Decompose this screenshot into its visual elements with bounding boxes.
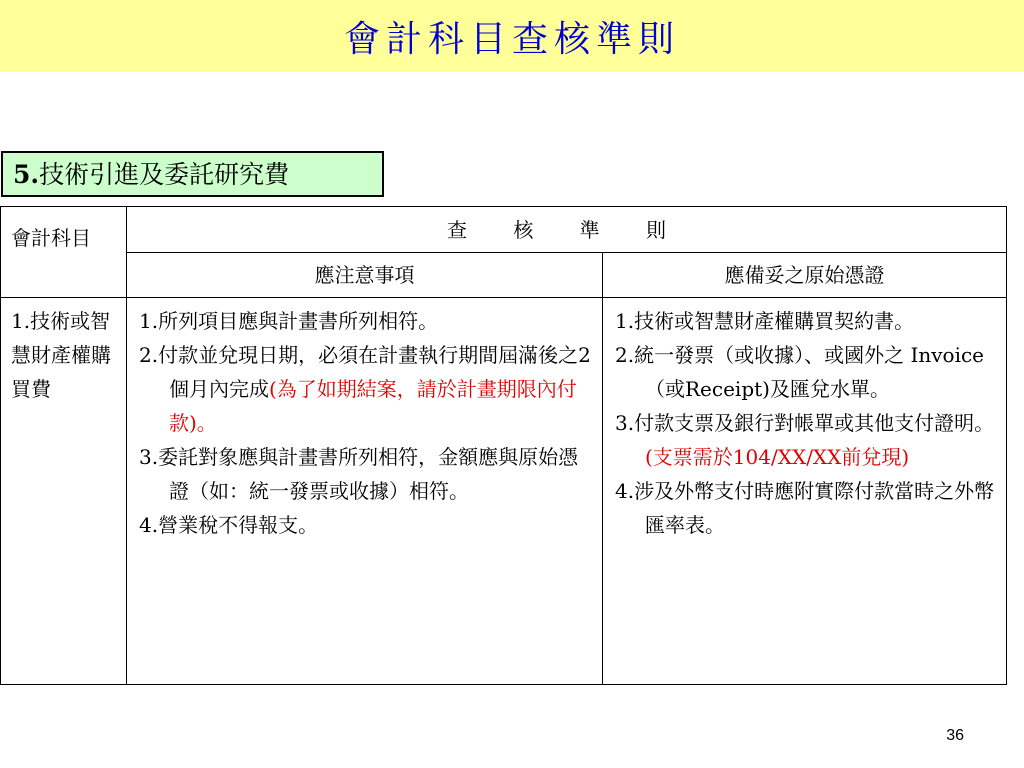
header-account: 會計科目: [1, 207, 127, 298]
notes-list: [139, 304, 594, 542]
header-docs: 應備妥之原始憑證: [603, 253, 1007, 298]
list-item: 3.委託對象應與計畫書所列相符，金額應與原始憑證（如：統一發票或收據）相符。: [139, 445, 579, 503]
section-number: 5.: [13, 160, 40, 189]
list-item: 4.營業稅不得報支。: [139, 513, 319, 537]
docs-list: [615, 304, 998, 542]
red-note: (支票需於104/XX/XX前兌現): [645, 445, 910, 469]
header-notes: 應注意事項: [127, 253, 603, 298]
header-rules: 查 核 準 則: [127, 207, 1007, 253]
list-item: 4.涉及外幣支付時應附實際付款當時之外幣匯率表。: [615, 479, 995, 537]
list-item: 1.所列項目應與計畫書所列相符。: [139, 309, 439, 333]
docs-cell: [603, 298, 1007, 685]
section-heading: [1, 151, 384, 197]
account-item: 1.技術或智慧財產權購買費: [1, 298, 127, 685]
page-title: 會計科目查核準則: [343, 19, 680, 60]
audit-rules-table: [0, 206, 1007, 685]
section-title: 技術引進及委託研究費: [39, 160, 290, 189]
red-note: (為了如期結案，請於計畫期限內付款)。: [169, 377, 577, 435]
page-number: 36: [946, 727, 964, 744]
list-item: 1.技術或智慧財產權購買契約書。: [615, 309, 915, 333]
list-item: 3.付款支票及銀行對帳單或其他支付證明。 (支票需於104/XX/XX前兌現): [615, 411, 995, 469]
list-item: 2.付款並兌現日期，必須在計畫執行期間屆滿後之2個月內完成(為了如期結案，請於計畫期限內付款)。: [139, 343, 591, 435]
notes-cell: [127, 298, 603, 685]
list-item: 2.統一發票（或收據）、或國外之 Invoice （或Receipt)及匯兌水單。: [615, 343, 985, 401]
